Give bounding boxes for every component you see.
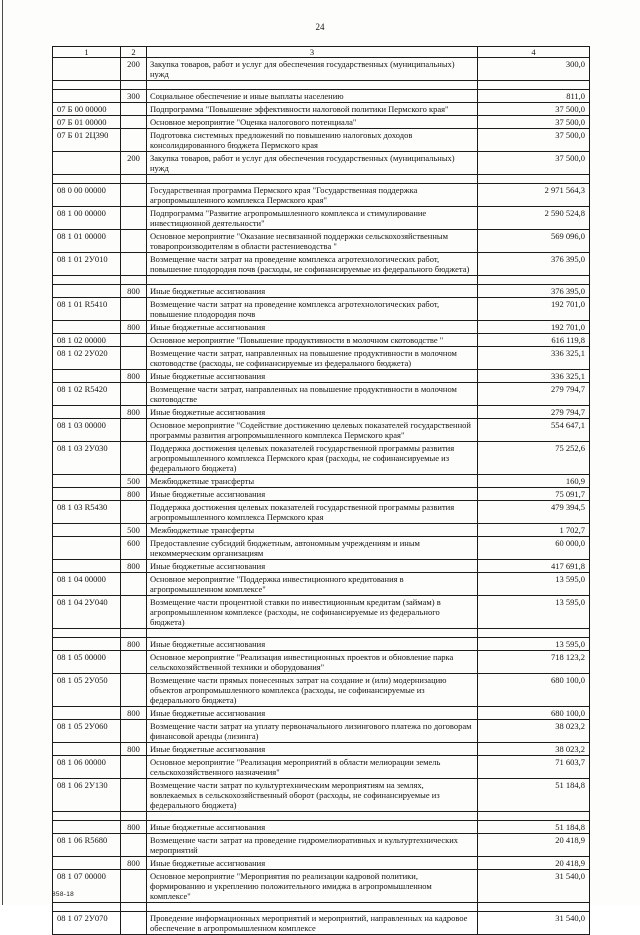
cell-name: Основное мероприятие "Оценка налогового потенциала"	[147, 116, 478, 129]
cell-code	[53, 821, 121, 834]
cell-group: 800	[121, 857, 147, 870]
cell-amount: 376 395,0	[478, 285, 590, 298]
spacer-cell	[478, 276, 590, 285]
cell-name: Предоставление субсидий бюджетным, автономным учреждениям и иным некоммерческим организациям	[147, 537, 478, 560]
cell-code: 08 1 00 00000	[53, 207, 121, 230]
cell-code: 08 1 01 2У010	[53, 253, 121, 276]
cell-group: 800	[121, 707, 147, 720]
cell-name: Межбюджетные трансферты	[147, 475, 478, 488]
cell-code	[53, 743, 121, 756]
cell-code: 08 1 03 2У030	[53, 442, 121, 475]
cell-group	[121, 207, 147, 230]
cell-group	[121, 756, 147, 779]
table-row	[53, 834, 590, 857]
cell-amount: 417 691,8	[478, 560, 590, 573]
cell-code	[53, 152, 121, 175]
cell-code	[53, 90, 121, 103]
cell-group	[121, 870, 147, 903]
cell-group: 800	[121, 406, 147, 419]
cell-name: Основное мероприятие "Повышение продуктивности в молочном скотоводстве "	[147, 334, 478, 347]
budget-table	[52, 46, 590, 935]
cell-name: Основное мероприятие "Реализация инвестиционных проектов и обновление парка сельскохозяйственной техники и оборудования"	[147, 651, 478, 674]
cell-name: Поддержка достижения целевых показателей государственной программы развития агропромышленного комплекса Пермского края	[147, 501, 478, 524]
cell-amount: 554 647,1	[478, 419, 590, 442]
table-row	[53, 707, 590, 720]
cell-amount: 71 603,7	[478, 756, 590, 779]
table-row	[53, 58, 590, 81]
cell-name: Проведение информационных мероприятий и мероприятий, направленных на кадровое обеспечение в агропромышленном комплексе	[147, 912, 478, 935]
cell-name: Социальное обеспечение и иные выплаты населению	[147, 90, 478, 103]
table-row	[53, 334, 590, 347]
cell-group: 800	[121, 821, 147, 834]
table-row	[53, 406, 590, 419]
cell-amount: 376 395,0	[478, 253, 590, 276]
cell-code	[53, 321, 121, 334]
table-row	[53, 501, 590, 524]
table-row	[53, 821, 590, 834]
cell-amount: 160,9	[478, 475, 590, 488]
cell-name: Иные бюджетные ассигнования	[147, 857, 478, 870]
table-row	[53, 743, 590, 756]
cell-amount: 192 701,0	[478, 321, 590, 334]
cell-group: 200	[121, 58, 147, 81]
cell-code: 08 1 03 00000	[53, 419, 121, 442]
cell-amount: 336 325,1	[478, 347, 590, 370]
cell-name: Закупка товаров, работ и услуг для обеспечения государственных (муниципальных) нужд	[147, 58, 478, 81]
table-body	[53, 58, 590, 935]
cell-group: 600	[121, 537, 147, 560]
table-row	[53, 573, 590, 596]
cell-group: 800	[121, 638, 147, 651]
cell-group: 300	[121, 90, 147, 103]
spacer-cell	[53, 629, 121, 638]
cell-amount: 680 100,0	[478, 674, 590, 707]
cell-code: 07 Б 01 2Ц390	[53, 129, 121, 152]
spacer-row	[53, 812, 590, 821]
spacer-cell	[478, 629, 590, 638]
cell-name: Возмещение части затрат на проведение гидромелиоративных и культуртехнических мероприятий	[147, 834, 478, 857]
cell-amount: 37 500,0	[478, 116, 590, 129]
cell-code	[53, 707, 121, 720]
cell-group	[121, 912, 147, 935]
spacer-row	[53, 81, 590, 90]
cell-group	[121, 103, 147, 116]
cell-code	[53, 857, 121, 870]
spacer-row	[53, 629, 590, 638]
table-row	[53, 870, 590, 903]
spacer-cell	[121, 812, 147, 821]
cell-name: Основное мероприятие "Реализация мероприятий в области мелиорации земель сельскохозяйственного назначения"	[147, 756, 478, 779]
spacer-cell	[121, 629, 147, 638]
cell-group	[121, 383, 147, 406]
cell-code: 08 1 01 R5410	[53, 298, 121, 321]
table-row	[53, 857, 590, 870]
cell-group	[121, 720, 147, 743]
cell-name: Государственная программа Пермского края "Государственная поддержка агропромышленного комплекса Пермского края"	[147, 184, 478, 207]
table-row	[53, 638, 590, 651]
spacer-cell	[121, 81, 147, 90]
cell-amount: 13 595,0	[478, 638, 590, 651]
cell-code	[53, 370, 121, 383]
cell-name: Иные бюджетные ассигнования	[147, 285, 478, 298]
cell-amount: 20 418,9	[478, 857, 590, 870]
cell-amount: 680 100,0	[478, 707, 590, 720]
cell-group: 800	[121, 560, 147, 573]
cell-amount: 75 252,6	[478, 442, 590, 475]
spacer-cell	[147, 629, 478, 638]
spacer-row	[53, 903, 590, 912]
table-row	[53, 779, 590, 812]
cell-amount: 31 540,0	[478, 870, 590, 903]
cell-group: 800	[121, 321, 147, 334]
table-row	[53, 184, 590, 207]
cell-code	[53, 560, 121, 573]
cell-group	[121, 419, 147, 442]
table-row	[53, 152, 590, 175]
cell-amount: 811,0	[478, 90, 590, 103]
cell-amount: 569 096,0	[478, 230, 590, 253]
cell-code: 08 1 07 2У070	[53, 912, 121, 935]
table-row	[53, 537, 590, 560]
spacer-cell	[478, 812, 590, 821]
table-row	[53, 419, 590, 442]
cell-code: 08 1 06 00000	[53, 756, 121, 779]
cell-name: Иные бюджетные ассигнования	[147, 370, 478, 383]
spacer-cell	[478, 175, 590, 184]
cell-amount: 616 119,8	[478, 334, 590, 347]
cell-code: 08 1 02 00000	[53, 334, 121, 347]
cell-amount: 51 184,8	[478, 821, 590, 834]
cell-name: Возмещение части затрат на проведение комплекса агротехнологических работ, повышение плодородия почв (расходы, не софинансируемые из федерального бюджета)	[147, 253, 478, 276]
cell-name: Иные бюджетные ассигнования	[147, 638, 478, 651]
cell-amount: 51 184,8	[478, 779, 590, 812]
cell-code: 07 Б 01 00000	[53, 116, 121, 129]
table-row	[53, 442, 590, 475]
table-row	[53, 674, 590, 707]
cell-name: Иные бюджетные ассигнования	[147, 321, 478, 334]
cell-name: Иные бюджетные ассигнования	[147, 707, 478, 720]
cell-amount: 31 540,0	[478, 912, 590, 935]
cell-amount: 60 000,0	[478, 537, 590, 560]
table-row	[53, 103, 590, 116]
cell-group	[121, 334, 147, 347]
spacer-cell	[121, 175, 147, 184]
cell-code: 08 1 04 2У040	[53, 596, 121, 629]
cell-name: Иные бюджетные ассигнования	[147, 488, 478, 501]
cell-code: 07 Б 00 00000	[53, 103, 121, 116]
page-number: 24	[315, 22, 325, 32]
cell-code: 08 1 05 2У050	[53, 674, 121, 707]
cell-name: Поддержка достижения целевых показателей государственной программы развития агропромышленного комплекса Пермского края (расходы, не софинансируемые из федерального бюджета)	[147, 442, 478, 475]
cell-code: 08 1 07 00000	[53, 870, 121, 903]
cell-amount: 279 794,7	[478, 383, 590, 406]
cell-group	[121, 298, 147, 321]
spacer-cell	[147, 175, 478, 184]
cell-amount: 2 971 564,3	[478, 184, 590, 207]
table-row	[53, 560, 590, 573]
cell-amount: 479 394,5	[478, 501, 590, 524]
cell-code	[53, 475, 121, 488]
cell-group: 500	[121, 475, 147, 488]
cell-amount: 38 023,2	[478, 743, 590, 756]
cell-code: 08 1 05 2У060	[53, 720, 121, 743]
cell-code: 08 1 05 00000	[53, 651, 121, 674]
cell-code: 08 1 03 R5430	[53, 501, 121, 524]
spacer-cell	[147, 812, 478, 821]
cell-code: 08 1 02 2У020	[53, 347, 121, 370]
spacer-cell	[478, 903, 590, 912]
table-row	[53, 298, 590, 321]
spacer-cell	[53, 812, 121, 821]
table-row	[53, 321, 590, 334]
cell-amount: 37 500,0	[478, 103, 590, 116]
cell-amount: 38 023,2	[478, 720, 590, 743]
cell-group: 800	[121, 285, 147, 298]
spacer-row	[53, 175, 590, 184]
cell-group	[121, 651, 147, 674]
spacer-cell	[147, 903, 478, 912]
cell-name: Основное мероприятие "Оказание несвязанной поддержки сельскохозяйственным товаропроизводителям в области растениеводства "	[147, 230, 478, 253]
cell-code	[53, 285, 121, 298]
table-row	[53, 912, 590, 935]
cell-amount: 75 091,7	[478, 488, 590, 501]
table-header	[53, 47, 590, 58]
cell-amount: 2 590 524,8	[478, 207, 590, 230]
column-header-amount: 4	[478, 47, 590, 58]
spacer-cell	[478, 81, 590, 90]
header-row	[53, 47, 590, 58]
cell-name: Возмещение части прямых понесенных затрат на создание и (или) модернизацию объектов агропромышленного комплекса (расходы, не софинансируемые из федерального бюджета)	[147, 674, 478, 707]
column-header-group: 2	[121, 47, 147, 58]
table-row	[53, 347, 590, 370]
spacer-cell	[53, 175, 121, 184]
cell-name: Основное мероприятие "Содействие достижению целевых показателей государственной программы развития агропромышленного комплекса Пермского края"	[147, 419, 478, 442]
cell-group: 800	[121, 370, 147, 383]
cell-group	[121, 501, 147, 524]
table-row	[53, 129, 590, 152]
cell-code	[53, 488, 121, 501]
cell-name: Основное мероприятие "Поддержка инвестиционного кредитования в агропромышленном комплексе"	[147, 573, 478, 596]
table-row	[53, 524, 590, 537]
cell-name: Иные бюджетные ассигнования	[147, 406, 478, 419]
table-row	[53, 720, 590, 743]
cell-code: 08 1 06 2У130	[53, 779, 121, 812]
cell-amount: 336 325,1	[478, 370, 590, 383]
cell-name: Межбюджетные трансферты	[147, 524, 478, 537]
spacer-cell	[53, 81, 121, 90]
cell-name: Возмещение части затрат, направленных на повышение продуктивности в молочном скотоводстве (расходы, не софинансируемые из федерального бюджета)	[147, 347, 478, 370]
table-row	[53, 475, 590, 488]
spacer-cell	[53, 903, 121, 912]
cell-code: 08 1 01 00000	[53, 230, 121, 253]
cell-code	[53, 58, 121, 81]
table-row	[53, 90, 590, 103]
spacer-row	[53, 276, 590, 285]
cell-amount: 279 794,7	[478, 406, 590, 419]
cell-amount: 13 595,0	[478, 573, 590, 596]
table-row	[53, 383, 590, 406]
cell-name: Возмещение части затрат на проведение комплекса агротехнологических работ, повышение плодородия почв	[147, 298, 478, 321]
cell-code: 08 0 00 00000	[53, 184, 121, 207]
column-header-name: 3	[147, 47, 478, 58]
table-row	[53, 488, 590, 501]
cell-group	[121, 253, 147, 276]
cell-name: Возмещение части затрат по культуртехническим мероприятиям на землях, вовлекаемых в сельскохозяйственный оборот (расходы, не софинансируемые из федерального бюджета)	[147, 779, 478, 812]
spacer-cell	[121, 276, 147, 285]
table-row	[53, 756, 590, 779]
table-row	[53, 651, 590, 674]
cell-amount: 718 123,2	[478, 651, 590, 674]
cell-name: Возмещение части затрат, направленных на повышение продуктивности в молочном скотоводстве	[147, 383, 478, 406]
spacer-cell	[53, 276, 121, 285]
cell-group	[121, 347, 147, 370]
cell-code	[53, 537, 121, 560]
spacer-cell	[121, 903, 147, 912]
spacer-cell	[147, 276, 478, 285]
cell-name: Основное мероприятие "Мероприятия по реализации кадровой политики, формированию и укреплению положительного имиджа в агропромышленном комплексе"	[147, 870, 478, 903]
cell-name: Иные бюджетные ассигнования	[147, 560, 478, 573]
cell-group: 200	[121, 152, 147, 175]
cell-code: 08 1 02 R5420	[53, 383, 121, 406]
cell-group: 800	[121, 743, 147, 756]
table-row	[53, 253, 590, 276]
scan-edge-artifact	[2, 0, 3, 905]
cell-name: Возмещение части процентной ставки по инвестиционным кредитам (займам) в агропромышленном комплексе (расходы, не софинансируемые из федерального бюджета)	[147, 596, 478, 629]
cell-name: Иные бюджетные ассигнования	[147, 743, 478, 756]
cell-code	[53, 524, 121, 537]
cell-amount: 1 702,7	[478, 524, 590, 537]
cell-group	[121, 184, 147, 207]
footer-code: 858-18	[52, 891, 75, 898]
cell-name: Возмещение части затрат на уплату первоначального лизингового платежа по договорам финансовой аренды (лизинга)	[147, 720, 478, 743]
cell-group	[121, 834, 147, 857]
cell-group: 800	[121, 488, 147, 501]
cell-group: 500	[121, 524, 147, 537]
column-header-code: 1	[53, 47, 121, 58]
cell-group	[121, 116, 147, 129]
cell-amount: 13 595,0	[478, 596, 590, 629]
cell-name: Иные бюджетные ассигнования	[147, 821, 478, 834]
table-row	[53, 370, 590, 383]
cell-group	[121, 573, 147, 596]
cell-amount: 192 701,0	[478, 298, 590, 321]
cell-amount: 300,0	[478, 58, 590, 81]
cell-group	[121, 129, 147, 152]
cell-group	[121, 230, 147, 253]
table-row	[53, 207, 590, 230]
cell-code	[53, 406, 121, 419]
cell-code	[53, 638, 121, 651]
cell-group	[121, 674, 147, 707]
cell-group	[121, 442, 147, 475]
table-row	[53, 230, 590, 253]
table-row	[53, 596, 590, 629]
cell-group	[121, 779, 147, 812]
cell-amount: 37 500,0	[478, 152, 590, 175]
cell-code: 08 1 06 R5680	[53, 834, 121, 857]
cell-amount: 20 418,9	[478, 834, 590, 857]
cell-amount: 37 500,0	[478, 129, 590, 152]
table-row	[53, 116, 590, 129]
spacer-cell	[147, 81, 478, 90]
cell-name: Подпрограмма "Развитие агропромышленного комплекса и стимулирование инвестиционной деятельности"	[147, 207, 478, 230]
table-row	[53, 285, 590, 298]
cell-name: Подготовка системных предложений по повышению налоговых доходов консолидированного бюджета Пермского края	[147, 129, 478, 152]
cell-group	[121, 596, 147, 629]
cell-name: Закупка товаров, работ и услуг для обеспечения государственных (муниципальных) нужд	[147, 152, 478, 175]
cell-name: Подпрограмма "Повышение эффективности налоговой политики Пермского края"	[147, 103, 478, 116]
cell-code: 08 1 04 00000	[53, 573, 121, 596]
